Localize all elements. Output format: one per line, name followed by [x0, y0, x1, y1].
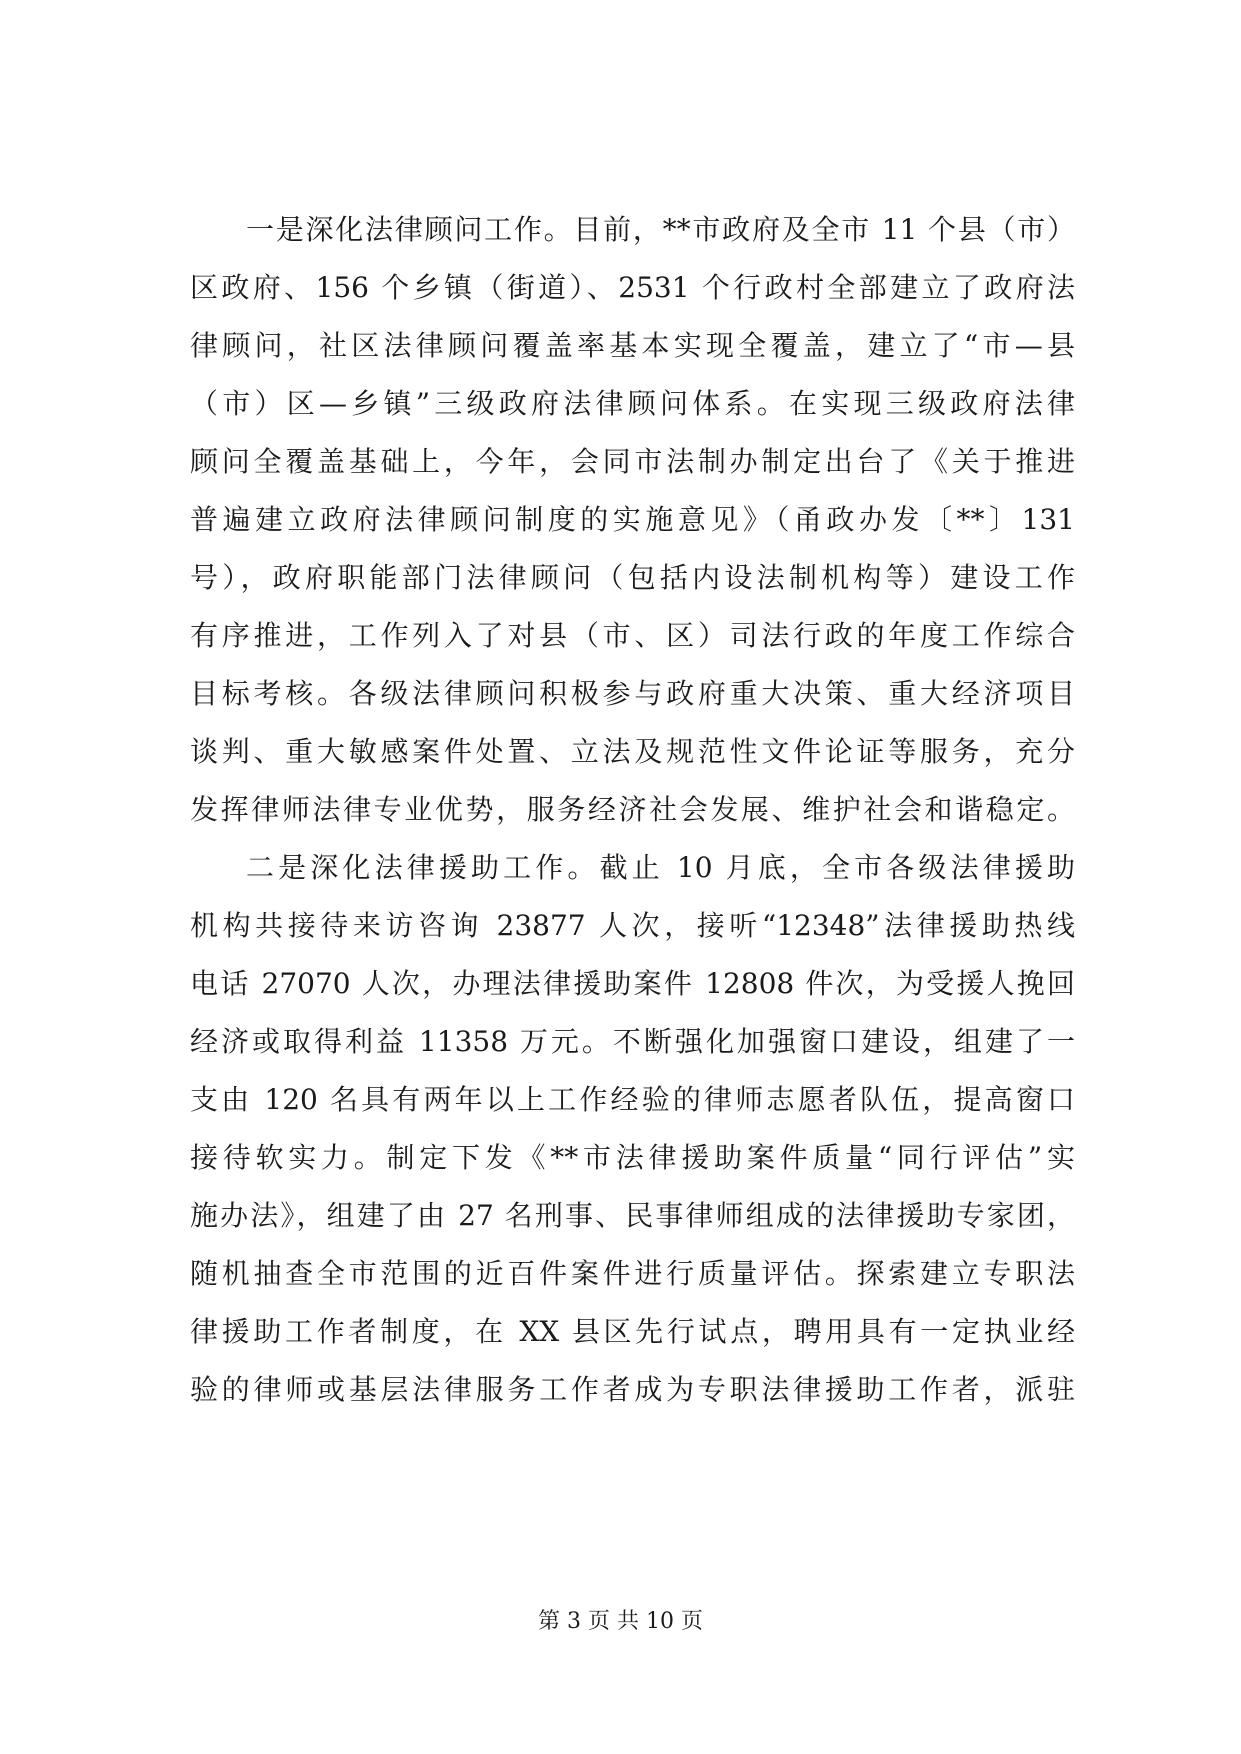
paragraph-2-line-4: 经济或取得利益 11358 万元。不断强化加强窗口建设，组建了一 — [190, 1025, 1075, 1058]
paragraph-2-line-1: 二是深化法律援助工作。截止 10 月底，全市各级法律援助 — [246, 851, 1075, 884]
paragraph-1-line-6: 普遍建立政府法律顾问制度的实施意见》（甬政办发〔**〕131 — [190, 503, 1075, 536]
paragraph-1-line-1: 一是深化法律顾问工作。目前，**市政府及全市 11 个县（市） — [246, 213, 1075, 246]
paragraph-1-line-7: 号），政府职能部门法律顾问（包括内设法制机构等）建设工作 — [190, 561, 1075, 594]
paragraph-2-line-10: 验的律师或基层法律服务工作者成为专职法律援助工作者，派驻 — [190, 1373, 1075, 1406]
paragraph-2-line-6: 接待软实力。制定下发《**市法律援助案件质量“同行评估”实 — [190, 1141, 1075, 1174]
paragraph-1-line-3: 律顾问，社区法律顾问覆盖率基本实现全覆盖，建立了“市—县 — [190, 329, 1075, 362]
paragraph-1-line-10: 谈判、重大敏感案件处置、立法及规范性文件论证等服务，充分 — [190, 735, 1075, 768]
paragraph-2-line-7: 施办法》，组建了由 27 名刑事、民事律师组成的法律援助专家团， — [190, 1199, 1075, 1232]
paragraph-2-line-5: 支由 120 名具有两年以上工作经验的律师志愿者队伍，提高窗口 — [190, 1083, 1075, 1116]
paragraph-1-line-4: （市）区—乡镇”三级政府法律顾问体系。在实现三级政府法律 — [190, 387, 1075, 420]
paragraph-1-line-2: 区政府、156 个乡镇（街道）、2531 个行政村全部建立了政府法 — [190, 271, 1075, 304]
paragraph-2-line-9: 律援助工作者制度，在 XX 县区先行试点，聘用具有一定执业经 — [190, 1315, 1075, 1348]
paragraph-2-line-8: 随机抽查全市范围的近百件案件进行质量评估。探索建立专职法 — [190, 1257, 1075, 1290]
paragraph-1-line-11: 发挥律师法律专业优势，服务经济社会发展、维护社会和谐稳定。 — [190, 793, 1075, 826]
paragraph-1-line-5: 顾问全覆盖基础上，今年，会同市法制办制定出台了《关于推进 — [190, 445, 1075, 478]
paragraph-2-line-3: 电话 27070 人次，办理法律援助案件 12808 件次，为受援人挽回 — [190, 967, 1075, 1000]
paragraph-1-line-9: 目标考核。各级法律顾问积极参与政府重大决策、重大经济项目 — [190, 677, 1075, 710]
page-footer: 第 3 页 共 10 页 — [538, 1609, 703, 1634]
paragraph-1-line-8: 有序推进，工作列入了对县（市、区）司法行政的年度工作综合 — [190, 619, 1075, 652]
paragraph-2-line-2: 机构共接待来访咨询 23877 人次，接听“12348”法律援助热线 — [190, 909, 1075, 942]
